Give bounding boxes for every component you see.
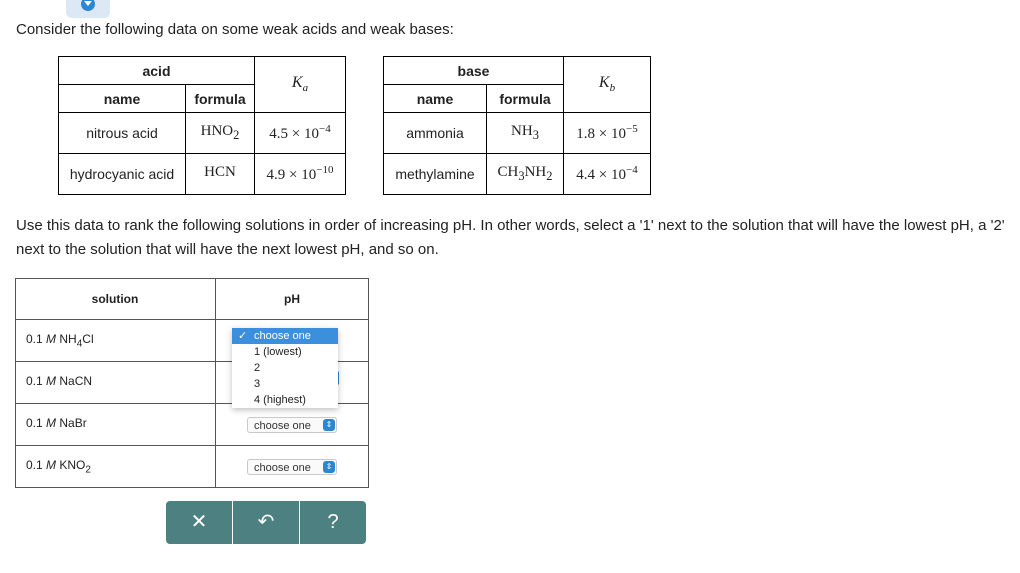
ph-header: pH [216,279,369,320]
ka-value: $4.9 \times 10^{-10}$ [255,154,346,195]
acid-table [58,56,346,195]
select-arrows-icon: ⇕ [323,419,335,431]
base-table [383,56,651,195]
ph-select-cell [216,446,369,488]
base-formula-header: formula [487,85,564,113]
base-name-header: name [384,85,487,113]
acid-formula: HCN [186,154,255,195]
acid-name: nitrous acid [59,113,186,154]
table-row [384,154,651,195]
check-icon: ✓ [238,330,248,342]
clear-button[interactable] [166,501,232,544]
table-row [16,404,369,446]
dropdown-option[interactable]: 4 (highest) [254,394,306,406]
ka-value: $4.5 \times 10^{-4}$ [255,113,346,154]
ph-dropdown-menu[interactable] [232,328,338,408]
undo-button[interactable] [233,501,299,544]
dropdown-option[interactable]: 1 (lowest) [254,346,302,358]
dropdown-option[interactable]: ✓ choose one [232,328,338,344]
base-formula: $NH_3$ [487,113,564,154]
collapse-tab[interactable] [66,0,110,18]
base-name: methylamine [384,154,487,195]
table-row [384,113,651,154]
acid-group-header: acid [59,57,255,85]
table-row [16,446,369,488]
kb-header: $K_b$ [564,57,651,113]
solution-label: 0.1 M NaCN [16,362,216,404]
chevron-down-icon[interactable] [81,0,95,11]
intro-text: Consider the following data on some weak acids and weak bases: [16,21,454,38]
ph-select-kno2[interactable]: choose one ⇕ [247,459,337,475]
undo-icon: ↶ [257,511,275,533]
solution-label: 0.1 M $KNO_2$ [16,446,216,488]
kb-value: $4.4 \times 10^{-4}$ [564,154,651,195]
dropdown-option[interactable]: 2 [254,362,261,374]
acid-name: hydrocyanic acid [59,154,186,195]
help-icon: ? [327,511,339,533]
ph-select-cell [216,404,369,446]
base-group-header: base [384,57,564,85]
close-icon: ✕ [190,511,208,533]
dropdown-option[interactable]: 3 [254,378,261,390]
kb-value: $1.8 \times 10^{-5}$ [564,113,651,154]
base-name: ammonia [384,113,487,154]
acid-formula-header: formula [186,85,255,113]
help-button[interactable] [300,501,366,544]
table-row [59,154,346,195]
ka-header: $K_a$ [255,57,346,113]
acid-formula: $HNO_2$ [186,113,255,154]
instructions-text: Use this data to rank the following solutions in order of increasing pH. In other words, select a '1' next to the solution that will have the lowest pH, a '2' next to the solution that will have the next lowest pH, and so on. [16,217,1005,258]
acid-name-header: name [59,85,186,113]
solution-label: 0.1 M $NH_4Cl$ [16,320,216,362]
base-formula: $CH_3NH_2$ [487,154,564,195]
solution-label: 0.1 M NaBr [16,404,216,446]
select-arrows-icon: ⇕ [323,461,335,473]
table-row [59,113,346,154]
solution-header: solution [16,279,216,320]
ph-select-nabr[interactable]: choose one ⇕ [247,417,337,433]
